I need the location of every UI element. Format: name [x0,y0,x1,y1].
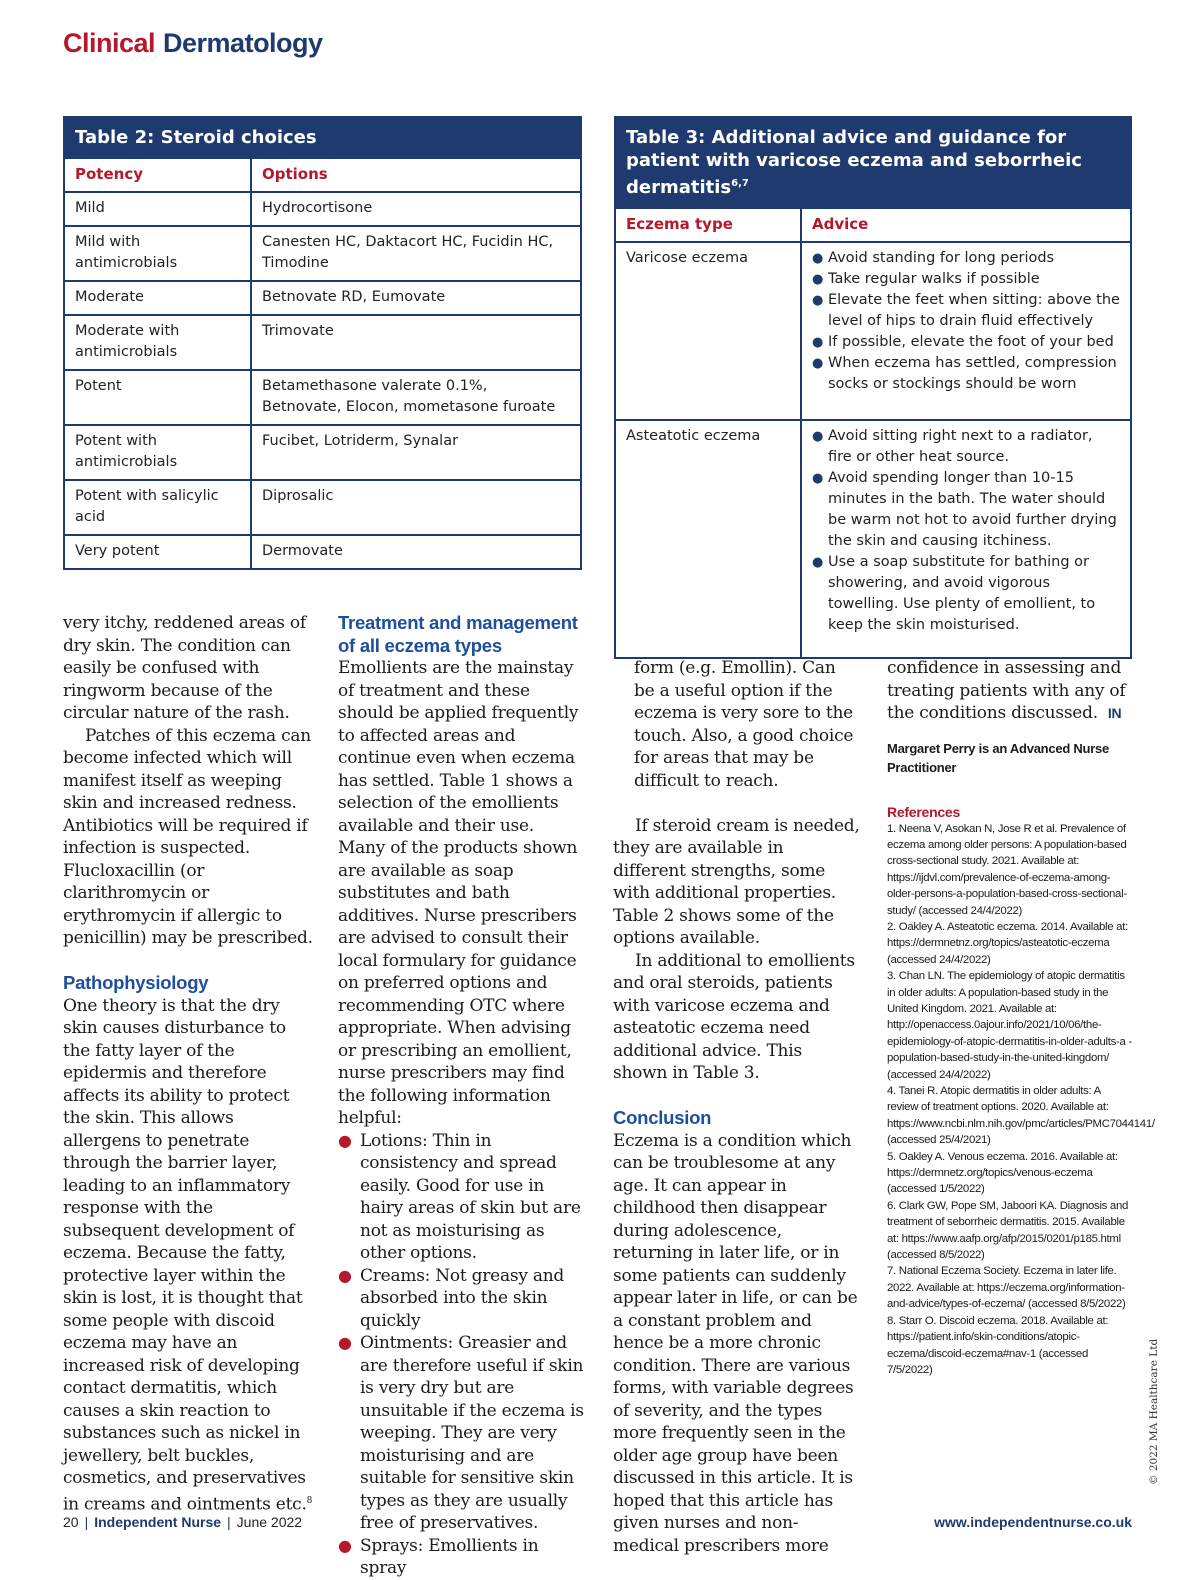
table2-caption: Table 2: Steroid choices [64,117,581,158]
subheading-pathophysiology: Pathophysiology [63,972,209,993]
references-list [887,821,1155,1379]
reference-item: 2. Oakley A. Asteatotic eczema. 2014. Available at: https://dermnetnz.org/topics/asteatotic-eczema (accessed 24/4/2022) [887,920,1128,966]
body-paragraph: Patches of this eczema can become infected which will manifest itself as weeping skin and increased redness. Antibiotics will be required if infection is suspected. Flucloxacillin (or clarithromycin or erythromycin if allergic to penicillin) may be prescribed. [63,725,313,948]
advice-item: ● Avoid standing for long periods [812,248,1120,269]
options-cell: Fucibet, Lotriderm, Synalar [251,425,581,480]
body-paragraph: very itchy, reddened areas of dry skin. The condition can easily be confused with ringworm because of the circular nature of the rash. [63,613,306,723]
table3-header-advice: Advice [801,208,1131,242]
magazine-name: Independent Nurse [94,1514,222,1530]
table3-caption: Table 3: Additional advice and guidance for patient with varicose eczema and seborrheic dermatitis$^{6,7}$ [615,117,1131,208]
body-paragraph: form (e.g. Emollin). Can be a useful option if the eczema is very sore to the touch. Also, a good choice for areas that may be difficult to reach. [634,658,854,791]
potency-cell: Mild with antimicrobials [64,226,251,281]
body-paragraph: If steroid cream is needed, they are available in different strengths, some with additional properties. Table 2 shows some of the options available. [613,815,860,948]
references-heading: References [887,803,960,820]
table2-header-potency: Potency [64,158,251,192]
options-cell: Canesten HC, Daktacort HC, Fucidin HC, Timodine [251,226,581,281]
potency-cell: Moderate with antimicrobials [64,315,251,370]
options-cell: Betamethasone valerate 0.1%, Betnovate, Elocon, mometasone furoate [251,370,581,425]
article-column-2 [338,612,585,1580]
reference-item: 5. Oakley A. Venous eczema. 2016. Available at: https://dermnetz.org/topics/venous-eczema (accessed 1/5/2022) [887,1150,1118,1196]
potency-cell: Potent [64,370,251,425]
section-header [63,28,323,59]
page-footer: 20 | Independent Nurse | June 2022 [63,1514,303,1530]
topic-label: Dermatology [163,28,323,58]
reference-item: 6. Clark GW, Pope SM, Jaboori KA. Diagnosis and treatment of seborrheic dermatitis. 2015. Available at: https://www.aafp.org/afp/2015/0201/p185.html (accessed 8/5/2022) [887,1199,1129,1262]
body-paragraph: In additional to emollients and oral steroids, patients with varicose eczema and asteatotic eczema need additional advice. This shown in Table 3. [613,950,855,1083]
options-cell: Betnovate RD, Eumovate [251,281,581,315]
emollient-list [338,1130,585,1580]
advice-item: ● When eczema has settled, compression socks or stockings should be worn [812,353,1120,395]
advice-item: ● If possible, elevate the foot of your bed [812,332,1120,353]
article-column-1 [63,612,313,1516]
options-cell: Trimovate [251,315,581,370]
table-row [64,192,581,226]
advice-item: ● Take regular walks if possible [812,269,1120,290]
table-row [64,425,581,480]
table-row [64,281,581,315]
reference-item: 4. Tanei R. Atopic dermatitis in older adults: A review of treatment options. 2020. Available at: https://www.ncbi.nlm.nih.gov/pmc/articles/PMC7044141/ (accessed 25/4/2021) [887,1085,1155,1147]
table3-header-type: Eczema type [615,208,801,242]
copyright-notice: © 2022 MA Healthcare Ltd [1148,1338,1160,1485]
advice-item: ● Elevate the feet when sitting: above the level of hips to drain fluid effectively [812,290,1120,332]
body-paragraph: Emollients are the mainstay of treatment and these should be applied frequently to affected areas and continue even when eczema has settled. Table 1 shows a selection of the emollients available and their use. Many of the products shown are available as soap substitutes and bath additives. Nurse prescribers are advised to consult their local formulary for guidance on preferred options and recommending OTC where appropriate. When advising or prescribing an emollient, nurse prescribers may find the following information helpful: [338,658,579,1128]
section-label: Clinical [63,28,156,58]
table-row [615,420,1131,658]
body-paragraph: Eczema is a condition which can be troublesome at any age. It can appear in childhood then disappear during adolescence, returning in later life, or in some patients can suddenly appear later in life, or can be a constant problem and hence be a more chronic condition. There are various forms, with variable degrees of severity, and the types more frequently seen in the older age group have been discussed in this article. It is hoped that this article has given nurses and non-medical prescribers more [613,1130,858,1556]
options-cell: Hydrocortisone [251,192,581,226]
reference-item: 3. Chan LN. The epidemiology of atopic dermatitis in older adults: A population-based study in the United Kingdom. 2021. Available at: http://openaccess.0ajour.info/2021/10/06/the-epidemiology-of-atopic-dermatitis-in-older-adults-a -population-based-study-in-the-united-kingdom/ (accessed 24/4/2022) [887,970,1132,1081]
table-row [64,480,581,535]
options-cell: Diprosalic [251,480,581,535]
potency-cell: Moderate [64,281,251,315]
table-row [64,315,581,370]
table-row [64,535,581,569]
advice-item: ● Use a soap substitute for bathing or showering, and avoid vigorous towelling. Use plenty of emollient, to keep the skin moisturised. [812,552,1120,636]
potency-cell: Very potent [64,535,251,569]
options-cell: Dermovate [251,535,581,569]
website-link[interactable]: www.independentnurse.co.uk [934,1514,1132,1530]
page-number: 20 [63,1514,79,1530]
advice-item: ● Avoid spending longer than 10-15 minutes in the bath. The water should be warm not hot to avoid further drying the skin and causing itchiness. [812,468,1120,552]
eczema-type-cell: Asteatotic eczema [615,420,801,658]
end-mark-icon: IN [1107,705,1122,721]
potency-cell: Potent with antimicrobials [64,425,251,480]
potency-cell: Potent with salicylic acid [64,480,251,535]
issue-date: June 2022 [236,1514,303,1530]
list-item: ● Ointments: Greasier and are therefore useful if skin is very dry but are unsuitable if the eczema is weeping. They are very moisturising and are suitable for sensitive skin types as they are usually free of preservatives. [338,1332,585,1535]
body-paragraph: One theory is that the dry skin causes disturbance to the fatty layer of the epidermis and therefore affects its ability to protect the skin. This allows allergens to penetrate through the barrier layer, leading to an inflammatory response with the subsequent development of eczema. Because the fatty, protective layer within the skin is lost, it is thought that some people with discoid eczema may have an increased risk of developing contact dermatitis, which causes a skin reaction to substances such as nickel in jewellery, belt buckles, cosmetics, and preservatives in creams and ointments etc.$^8$ [63,995,313,1515]
reference-item: 1. Neena V, Asokan N, Jose R et al. Prevalence of eczema among older persons: A population-based cross-sectional study. 2021. Available at: https://ijdvl.com/prevalence-of-eczema-among-older-persons-a-population-based-cross-sectional-study/ (accessed 24/4/2022) [887,822,1127,917]
reference-item: 7. National Eczema Society. Eczema in later life. 2022. Available at: https://eczema.org/information-and-advice/types-of-eczema/ (accessed 8/5/2022) [887,1265,1126,1311]
potency-cell: Mild [64,192,251,226]
table-row [64,370,581,425]
table-row [615,242,1131,420]
advice-item: ● Avoid sitting right next to a radiator, fire or other heat source. [812,426,1120,468]
advice-table [614,116,1132,659]
list-item: ● Creams: Not greasy and absorbed into the skin quickly [338,1265,585,1333]
subheading-treatment: Treatment and management of all eczema types [338,612,578,656]
article-column-3 [613,657,861,1557]
list-item: ● Sprays: Emollients in spray [338,1535,585,1580]
table2-header-options: Options [251,158,581,192]
advice-cell [801,242,1131,420]
steroid-choices-table [63,116,582,570]
table-row [64,226,581,281]
author-bio: Margaret Perry is an Advanced Nurse Practitioner [887,740,1109,775]
subheading-conclusion: Conclusion [613,1107,712,1128]
list-item: ● Lotions: Thin in consistency and spread easily. Good for use in hairy areas of skin but are not as moisturising as other options. [338,1130,585,1265]
eczema-type-cell: Varicose eczema [615,242,801,420]
reference-item: 8. Starr O. Discoid eczema. 2018. Available at: https://patient.info/skin-conditions/atopic-eczema/discoid-eczema#nav-1 (accessed 7/5/2022) [887,1314,1109,1376]
article-column-4 [887,657,1155,1378]
body-paragraph: confidence in assessing and treating patients with any of the conditions discussed. IN [887,658,1126,723]
advice-cell [801,420,1131,658]
